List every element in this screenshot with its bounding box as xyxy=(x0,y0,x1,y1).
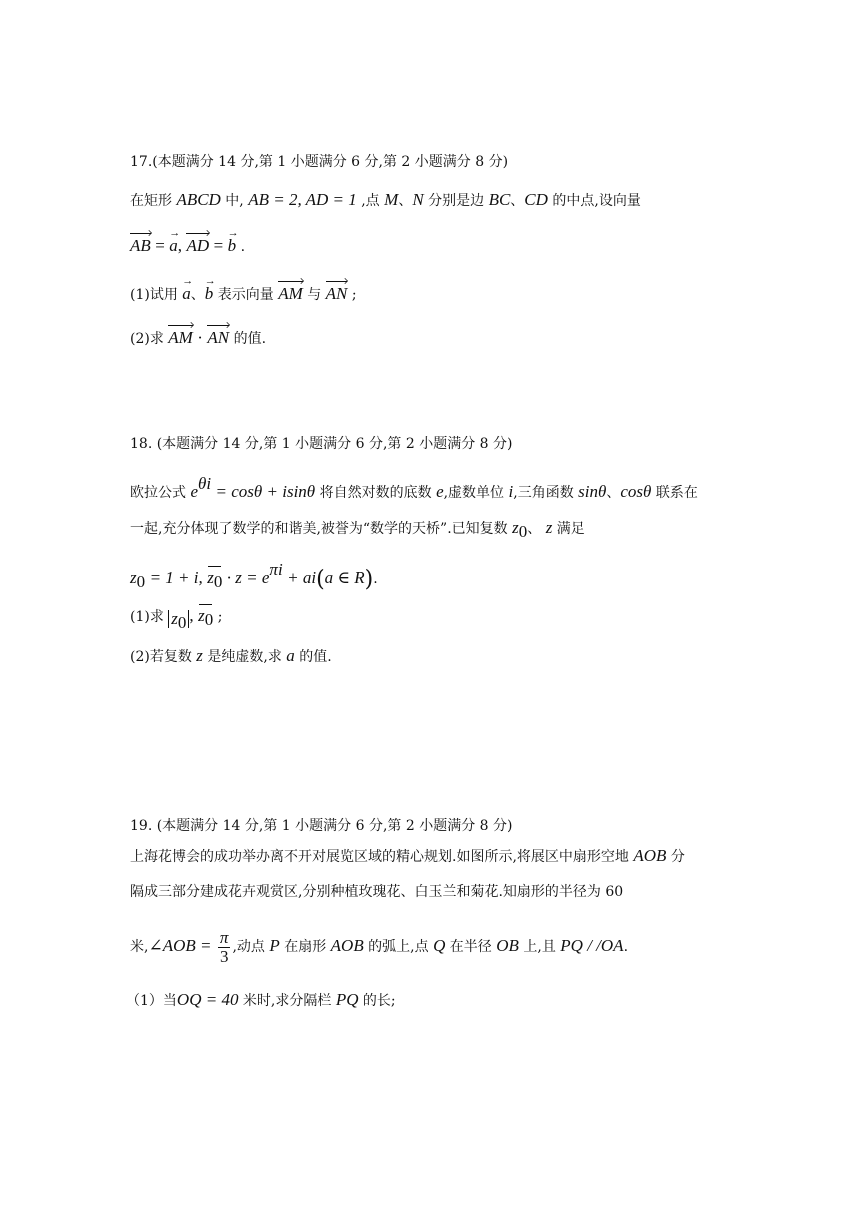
q18-z: z xyxy=(512,518,519,537)
q17-lengths: AB = 2, AD = 1 xyxy=(248,190,357,209)
q18-p2-text: 的值. xyxy=(299,649,332,665)
q19-statement-line1 xyxy=(130,846,685,867)
q18-paren: ( xyxy=(316,567,325,592)
q19-parallel: PQ / /OA xyxy=(560,936,624,955)
q18-text: 欧拉公式 xyxy=(130,485,186,501)
q17-p2-text: 的值. xyxy=(233,331,267,347)
q18-conj-z0 xyxy=(198,606,213,630)
q19-statement-line2: 隔成三部分建成花卉观赏区,分别种植玫瑰花、白玉兰和菊花.知扇形的半径为 60 xyxy=(130,884,624,900)
q19-OQ: OQ = 40 xyxy=(176,990,239,1009)
q18-eq-a: = 1 + i, xyxy=(149,568,203,587)
q17-p1-text: ; xyxy=(347,287,357,303)
q18-z: z xyxy=(207,568,214,587)
q17-point-M: M xyxy=(384,190,399,209)
q18-z: z xyxy=(196,646,203,665)
q18-exp-pii: πi xyxy=(269,560,283,579)
q18-sub0: 0 xyxy=(213,572,223,591)
q19-text: 的弧上,点 xyxy=(368,939,429,955)
q17-comma: , xyxy=(177,236,183,255)
q17-p1-text: 与 xyxy=(307,287,322,303)
q17-vec-AB: AB xyxy=(130,236,151,255)
q18-dot-expr: · z = e xyxy=(226,568,270,587)
q19-text: 在扇形 xyxy=(284,939,327,955)
q19-OB: OB xyxy=(496,936,519,955)
q17-text: 在矩形 xyxy=(130,193,172,209)
q19-part1 xyxy=(126,990,396,1011)
q19-PQ: PQ xyxy=(335,990,359,1009)
q18-condition xyxy=(130,560,378,592)
q17-p2-text: (2)求 xyxy=(130,331,164,347)
q18-cond: a ∈ R xyxy=(324,568,365,587)
q18-conj-z0 xyxy=(207,568,222,592)
q19-text: 上海花博会的成功举办离不开对展览区域的精心规划.如图所示,将展区中扇形空地 xyxy=(130,849,629,865)
q17-text: ,点 xyxy=(361,193,380,209)
q19-Q: Q xyxy=(433,936,446,955)
q19-P: P xyxy=(269,936,280,955)
q17-side-BC: BC xyxy=(488,190,511,209)
q19-AOB: AOB xyxy=(633,846,667,865)
q17-text: 、 xyxy=(398,193,413,209)
q17-statement-line2 xyxy=(130,236,245,257)
q19-text: 米, xyxy=(130,939,149,955)
q18-text: 、 xyxy=(527,521,542,537)
q19-angle: ∠AOB = xyxy=(148,936,212,955)
q17-vec-AN: AN xyxy=(325,284,348,303)
q19-text: . xyxy=(623,939,629,955)
q18-a: a xyxy=(286,646,295,665)
q18-paren: ) xyxy=(364,567,374,592)
q18-sub0: 0 xyxy=(204,610,214,629)
q17-vec-AN: AN xyxy=(207,328,230,347)
q18-e: e xyxy=(190,482,198,501)
q17-vec-AM: AM xyxy=(168,328,193,347)
q17-p1-text: 表示向量 xyxy=(217,287,274,303)
q18-part1 xyxy=(130,606,222,630)
q18-sep: , xyxy=(189,606,194,625)
q18-exp: θi xyxy=(198,474,212,493)
q18-sub0: 0 xyxy=(177,613,187,632)
q17-vec-AM: AM xyxy=(278,284,303,303)
q18-e: e xyxy=(436,482,444,501)
q17-part1 xyxy=(130,284,357,305)
q18-text: 将自然对数的底数 xyxy=(319,485,432,501)
q17-vec-b: → b xyxy=(228,236,237,256)
q18-header: 18. (本题满分 14 分,第 1 小题满分 6 分,第 2 小题满分 8 分) xyxy=(130,436,513,452)
q17-text: 分别是边 xyxy=(428,193,485,209)
q18-abs-z0 xyxy=(168,609,189,632)
q17-vec-b: → b xyxy=(205,284,214,304)
q19-text: 分 xyxy=(670,849,685,865)
q17-eq: = xyxy=(213,236,224,255)
q17-text: 的中点,设向量 xyxy=(552,193,641,209)
q18-z: z xyxy=(171,609,178,628)
q18-text: ,虚数单位 xyxy=(443,485,505,501)
q18-p1-text: (1)求 xyxy=(130,609,164,625)
q18-z: z xyxy=(130,568,137,587)
q18-part2 xyxy=(130,646,332,667)
q17-part2 xyxy=(130,328,266,349)
q18-text: . xyxy=(373,571,378,587)
q18-euler-rhs: = cosθ + isinθ xyxy=(215,482,316,501)
q17-dot: · xyxy=(197,328,203,347)
q17-text: . xyxy=(236,239,246,255)
q18-sub0: 0 xyxy=(518,522,528,541)
q18-text: ,三角函数 xyxy=(513,485,574,501)
q18-statement-line2 xyxy=(130,518,585,542)
q17-point-N: N xyxy=(412,190,424,209)
q17-statement-line1 xyxy=(130,190,641,211)
q17-text: 、 xyxy=(510,193,525,209)
q18-sub0: 0 xyxy=(136,572,146,591)
q17-p1-text: (1)试用 xyxy=(130,287,178,303)
q19-text: 在半径 xyxy=(449,939,492,955)
q19-p1-text: （1）当 xyxy=(126,993,177,1009)
q17-text: 中, xyxy=(225,193,244,209)
q17-text: 、 xyxy=(190,287,205,303)
q17-vec-a: → a xyxy=(182,284,191,304)
q18-i: i xyxy=(508,482,514,501)
q18-text: 一起,充分体现了数学的和谐美,被誉为“数学的天桥”.已知复数 xyxy=(130,521,508,537)
q18-p2-text: (2)若复数 xyxy=(130,649,192,665)
q17-eq: = xyxy=(155,236,165,255)
q18-p2-text: 是纯虚数,求 xyxy=(207,649,282,665)
q18-cos: cosθ xyxy=(620,482,652,501)
q17-vec-AD: AD xyxy=(186,236,210,255)
q19-AOB: AOB xyxy=(330,936,364,955)
q19-text: 上,且 xyxy=(523,939,556,955)
q17-side-CD: CD xyxy=(524,190,548,209)
q19-header: 19. (本题满分 14 分,第 1 小题满分 6 分,第 2 小题满分 8 分) xyxy=(130,818,513,834)
q18-sin: sinθ xyxy=(578,482,607,501)
q17-vec-a: → a xyxy=(169,236,178,256)
q19-p1-text: 米时,求分隔栏 xyxy=(238,993,332,1009)
q19-p1-text: 的长; xyxy=(358,993,396,1009)
q19-fraction xyxy=(218,929,231,966)
q19-frac-den: 3 xyxy=(219,946,229,966)
q18-p1-text: ; xyxy=(217,609,223,625)
q18-text: 、 xyxy=(606,485,621,501)
q18-z: z xyxy=(545,518,553,537)
q18-text: 联系在 xyxy=(655,485,698,501)
q18-z: z xyxy=(198,606,205,625)
q19-statement-line3 xyxy=(130,926,628,967)
q18-statement-line1 xyxy=(130,474,698,503)
q17-header: 17.(本题满分 14 分,第 1 小题满分 6 分,第 2 小题满分 8 分) xyxy=(130,154,509,170)
q19-text: ,动点 xyxy=(232,939,265,955)
q18-plus-ai: + ai xyxy=(287,568,317,587)
q19-frac-num: π xyxy=(219,927,229,947)
q17-rect-name: ABCD xyxy=(176,190,221,209)
q18-text: 满足 xyxy=(556,521,585,537)
